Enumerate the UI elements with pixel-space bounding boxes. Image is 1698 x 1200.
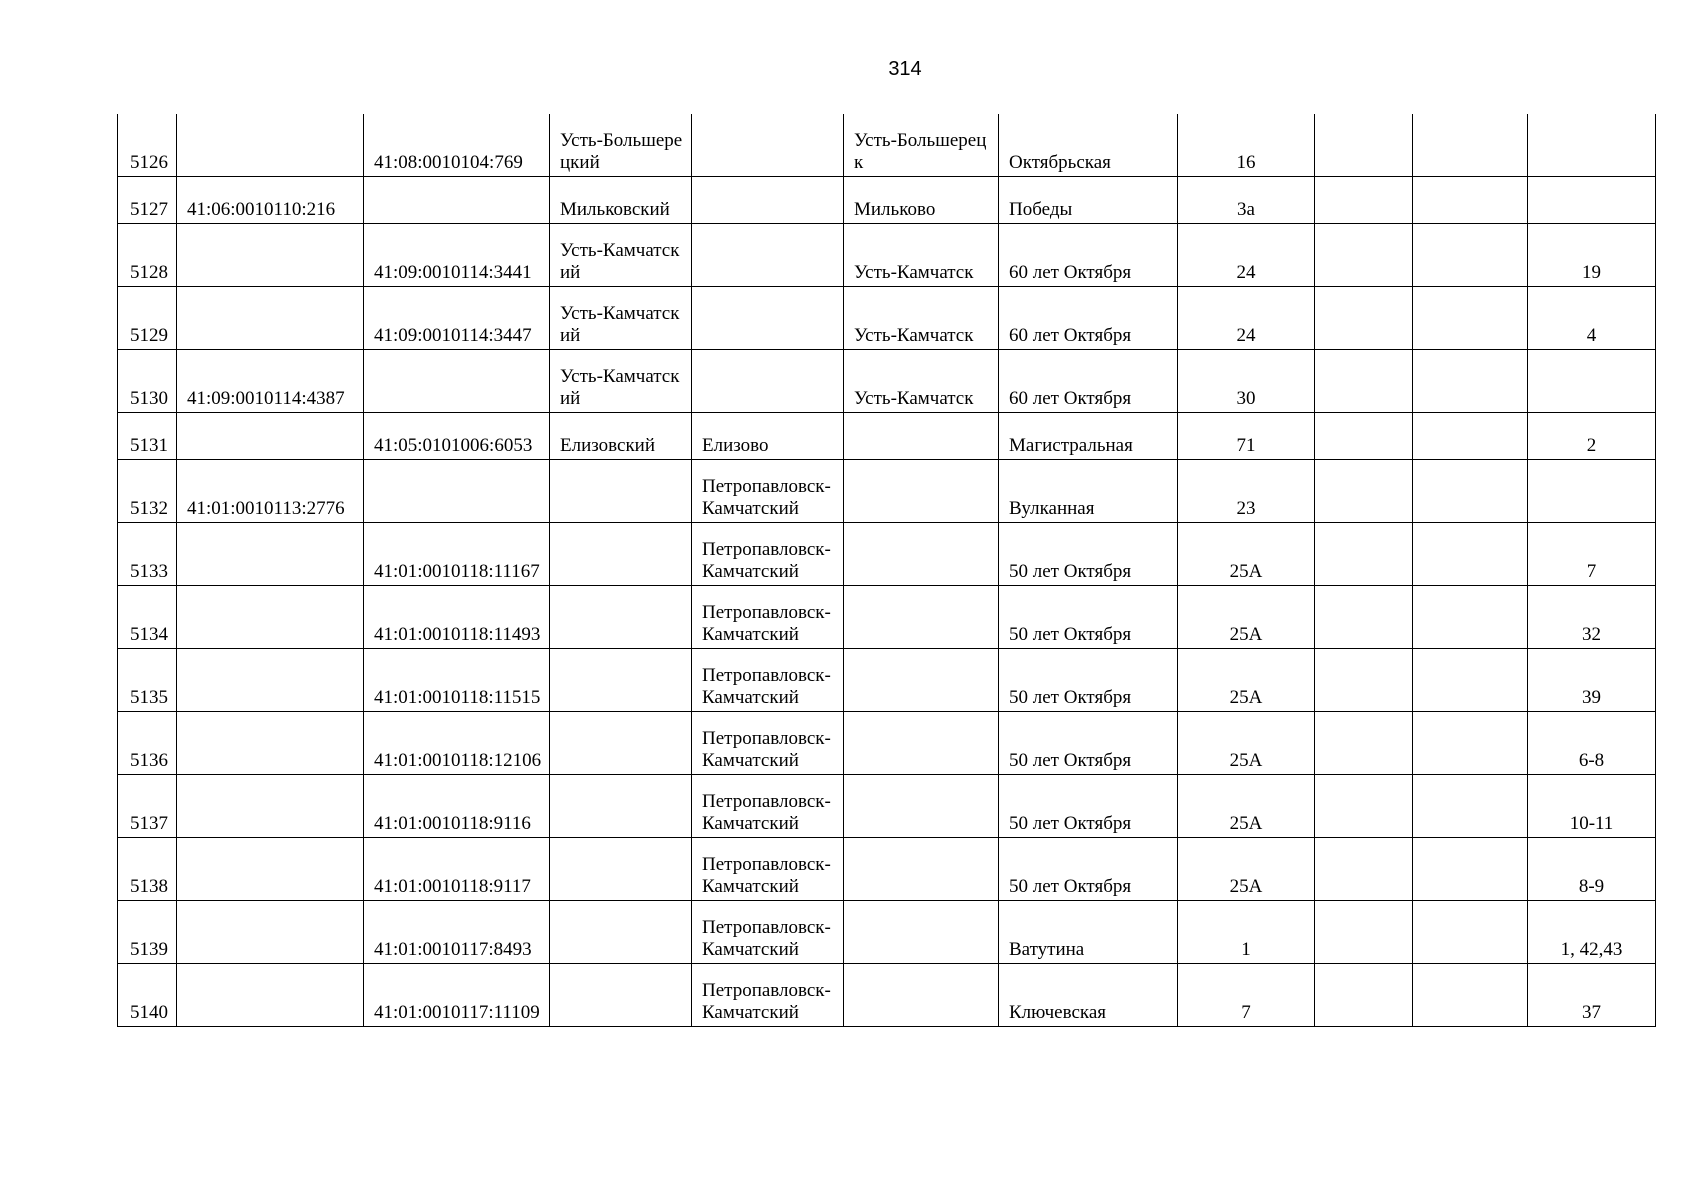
cell-row-number: 5132 — [118, 460, 177, 523]
cell-blank-b — [1413, 712, 1528, 775]
cell-cadastral-number-a — [177, 775, 364, 838]
cell-blank-a — [1315, 649, 1413, 712]
cell-row-number: 5136 — [118, 712, 177, 775]
cell-apartment — [1528, 350, 1656, 413]
cell-cadastral-number-b: 41:01:0010118:9116 — [364, 775, 550, 838]
cell-blank-a — [1315, 964, 1413, 1027]
cell-apartment: 39 — [1528, 649, 1656, 712]
cell-blank-a — [1315, 287, 1413, 350]
cell-cadastral-number-a — [177, 287, 364, 350]
cell-blank-a — [1315, 586, 1413, 649]
cell-cadastral-number-b: 41:01:0010118:9117 — [364, 838, 550, 901]
cell-house: 24 — [1178, 224, 1315, 287]
cell-cadastral-number-a: 41:09:0010114:4387 — [177, 350, 364, 413]
cell-blank-a — [1315, 712, 1413, 775]
cell-district: Усть-Большерецкий — [550, 114, 692, 177]
cell-city — [692, 177, 844, 224]
cell-row-number: 5134 — [118, 586, 177, 649]
table-row — [118, 413, 1656, 460]
cell-blank-b — [1413, 964, 1528, 1027]
cell-house: 16 — [1178, 114, 1315, 177]
table-row — [118, 586, 1656, 649]
cell-row-number: 5137 — [118, 775, 177, 838]
cell-district: Усть-Камчатский — [550, 287, 692, 350]
cell-cadastral-number-b: 41:08:0010104:769 — [364, 114, 550, 177]
cell-cadastral-number-a — [177, 649, 364, 712]
cell-apartment: 1, 42,43 — [1528, 901, 1656, 964]
cell-street: Магистральная — [999, 413, 1178, 460]
cell-apartment: 7 — [1528, 523, 1656, 586]
cell-apartment: 37 — [1528, 964, 1656, 1027]
cell-settlement: Усть-Камчатск — [844, 287, 999, 350]
cell-cadastral-number-a — [177, 114, 364, 177]
cell-blank-a — [1315, 901, 1413, 964]
cell-cadastral-number-b — [364, 350, 550, 413]
cell-cadastral-number-b — [364, 460, 550, 523]
cell-blank-a — [1315, 350, 1413, 413]
cell-row-number: 5129 — [118, 287, 177, 350]
cell-cadastral-number-b — [364, 177, 550, 224]
cell-cadastral-number-b: 41:01:0010118:12106 — [364, 712, 550, 775]
cell-street: 60 лет Октября — [999, 224, 1178, 287]
cell-street: 50 лет Октября — [999, 838, 1178, 901]
cell-district — [550, 649, 692, 712]
cell-house: 25А — [1178, 523, 1315, 586]
cell-settlement — [844, 775, 999, 838]
cell-cadastral-number-a: 41:06:0010110:216 — [177, 177, 364, 224]
cell-city: Петропавловск-Камчатский — [692, 586, 844, 649]
cell-apartment: 32 — [1528, 586, 1656, 649]
cell-cadastral-number-a — [177, 838, 364, 901]
table-row — [118, 177, 1656, 224]
cell-cadastral-number-a — [177, 224, 364, 287]
cell-apartment: 4 — [1528, 287, 1656, 350]
cell-blank-a — [1315, 114, 1413, 177]
table-row — [118, 712, 1656, 775]
cell-house: 24 — [1178, 287, 1315, 350]
cell-settlement: Мильково — [844, 177, 999, 224]
cell-district — [550, 838, 692, 901]
cell-row-number: 5130 — [118, 350, 177, 413]
cell-street: Ключевская — [999, 964, 1178, 1027]
cell-house: 30 — [1178, 350, 1315, 413]
cell-city: Петропавловск-Камчатский — [692, 964, 844, 1027]
cell-blank-b — [1413, 586, 1528, 649]
table-body — [118, 114, 1656, 1027]
cell-blank-b — [1413, 523, 1528, 586]
cell-house: 3а — [1178, 177, 1315, 224]
cell-house: 71 — [1178, 413, 1315, 460]
cell-cadastral-number-a — [177, 586, 364, 649]
cell-house: 25А — [1178, 775, 1315, 838]
cell-blank-a — [1315, 838, 1413, 901]
page-number: 314 — [888, 58, 922, 80]
cell-blank-b — [1413, 901, 1528, 964]
cell-apartment — [1528, 177, 1656, 224]
cell-house: 7 — [1178, 964, 1315, 1027]
cell-row-number: 5135 — [118, 649, 177, 712]
cell-blank-a — [1315, 413, 1413, 460]
table-row — [118, 224, 1656, 287]
cell-city — [692, 224, 844, 287]
cell-apartment — [1528, 460, 1656, 523]
table-row — [118, 649, 1656, 712]
cell-street: 50 лет Октября — [999, 775, 1178, 838]
table-row — [118, 775, 1656, 838]
cell-apartment: 10-11 — [1528, 775, 1656, 838]
cell-district: Усть-Камчатский — [550, 350, 692, 413]
table-row — [118, 350, 1656, 413]
cell-cadastral-number-a — [177, 964, 364, 1027]
table-row — [118, 523, 1656, 586]
cell-blank-a — [1315, 177, 1413, 224]
cell-blank-b — [1413, 460, 1528, 523]
cell-blank-b — [1413, 775, 1528, 838]
cell-street: Вулканная — [999, 460, 1178, 523]
cell-cadastral-number-b: 41:01:0010117:8493 — [364, 901, 550, 964]
cell-settlement — [844, 460, 999, 523]
cell-district — [550, 523, 692, 586]
cell-settlement: Усть-Камчатск — [844, 350, 999, 413]
cell-cadastral-number-a — [177, 523, 364, 586]
cell-settlement — [844, 901, 999, 964]
cell-street: Победы — [999, 177, 1178, 224]
cell-blank-b — [1413, 413, 1528, 460]
table-row — [118, 287, 1656, 350]
table-row — [118, 964, 1656, 1027]
table-row — [118, 838, 1656, 901]
cell-blank-a — [1315, 775, 1413, 838]
cell-apartment — [1528, 114, 1656, 177]
cell-cadastral-number-a — [177, 712, 364, 775]
cell-settlement — [844, 712, 999, 775]
cell-blank-b — [1413, 177, 1528, 224]
table-row — [118, 114, 1656, 177]
cell-city: Елизово — [692, 413, 844, 460]
cell-city: Петропавловск-Камчатский — [692, 775, 844, 838]
cell-house: 25А — [1178, 649, 1315, 712]
cell-district — [550, 964, 692, 1027]
cell-district — [550, 712, 692, 775]
cell-settlement: Усть-Камчатск — [844, 224, 999, 287]
cell-district — [550, 586, 692, 649]
cell-cadastral-number-b: 41:01:0010118:11167 — [364, 523, 550, 586]
cell-street: 60 лет Октября — [999, 350, 1178, 413]
cell-city: Петропавловск-Камчатский — [692, 460, 844, 523]
cell-settlement: Усть-Большерецк — [844, 114, 999, 177]
cell-settlement — [844, 964, 999, 1027]
cell-street: Октябрьская — [999, 114, 1178, 177]
cell-row-number: 5139 — [118, 901, 177, 964]
cell-blank-b — [1413, 114, 1528, 177]
cell-row-number: 5128 — [118, 224, 177, 287]
cell-house: 25А — [1178, 586, 1315, 649]
cell-settlement — [844, 649, 999, 712]
cell-apartment: 8-9 — [1528, 838, 1656, 901]
table-row — [118, 460, 1656, 523]
cell-district: Усть-Камчатский — [550, 224, 692, 287]
cell-blank-b — [1413, 287, 1528, 350]
cell-district — [550, 775, 692, 838]
cell-street: 50 лет Октября — [999, 523, 1178, 586]
cell-settlement — [844, 838, 999, 901]
cell-city: Петропавловск-Камчатский — [692, 901, 844, 964]
cell-settlement — [844, 586, 999, 649]
cell-settlement — [844, 413, 999, 460]
cell-city — [692, 114, 844, 177]
cell-cadastral-number-a — [177, 413, 364, 460]
cell-blank-b — [1413, 224, 1528, 287]
cell-street: 50 лет Октября — [999, 712, 1178, 775]
cell-district: Мильковский — [550, 177, 692, 224]
cell-cadastral-number-b: 41:01:0010118:11515 — [364, 649, 550, 712]
cell-row-number: 5140 — [118, 964, 177, 1027]
cell-blank-a — [1315, 523, 1413, 586]
cell-cadastral-number-b: 41:09:0010114:3447 — [364, 287, 550, 350]
table-row — [118, 901, 1656, 964]
cell-row-number: 5127 — [118, 177, 177, 224]
cell-street: Ватутина — [999, 901, 1178, 964]
cell-district — [550, 460, 692, 523]
cell-district — [550, 901, 692, 964]
cell-cadastral-number-b: 41:05:0101006:6053 — [364, 413, 550, 460]
cell-house: 25А — [1178, 712, 1315, 775]
cell-blank-a — [1315, 460, 1413, 523]
cell-blank-a — [1315, 224, 1413, 287]
cell-cadastral-number-b: 41:01:0010118:11493 — [364, 586, 550, 649]
cell-cadastral-number-b: 41:01:0010117:11109 — [364, 964, 550, 1027]
cell-house: 1 — [1178, 901, 1315, 964]
cell-city — [692, 287, 844, 350]
cell-blank-b — [1413, 649, 1528, 712]
cell-city: Петропавловск-Камчатский — [692, 712, 844, 775]
cell-row-number: 5126 — [118, 114, 177, 177]
cell-apartment: 19 — [1528, 224, 1656, 287]
registry-table — [117, 114, 1656, 1027]
cell-settlement — [844, 523, 999, 586]
cell-cadastral-number-a — [177, 901, 364, 964]
cell-district: Елизовский — [550, 413, 692, 460]
cell-street: 50 лет Октября — [999, 586, 1178, 649]
cell-street: 60 лет Октября — [999, 287, 1178, 350]
cell-apartment: 2 — [1528, 413, 1656, 460]
cell-street: 50 лет Октября — [999, 649, 1178, 712]
cell-cadastral-number-a: 41:01:0010113:2776 — [177, 460, 364, 523]
cell-cadastral-number-b: 41:09:0010114:3441 — [364, 224, 550, 287]
cell-city — [692, 350, 844, 413]
cell-city: Петропавловск-Камчатский — [692, 523, 844, 586]
cell-city: Петропавловск-Камчатский — [692, 649, 844, 712]
cell-row-number: 5131 — [118, 413, 177, 460]
cell-blank-b — [1413, 838, 1528, 901]
cell-city: Петропавловск-Камчатский — [692, 838, 844, 901]
cell-house: 25А — [1178, 838, 1315, 901]
cell-house: 23 — [1178, 460, 1315, 523]
cell-blank-b — [1413, 350, 1528, 413]
cell-apartment: 6-8 — [1528, 712, 1656, 775]
cell-row-number: 5138 — [118, 838, 177, 901]
cell-row-number: 5133 — [118, 523, 177, 586]
